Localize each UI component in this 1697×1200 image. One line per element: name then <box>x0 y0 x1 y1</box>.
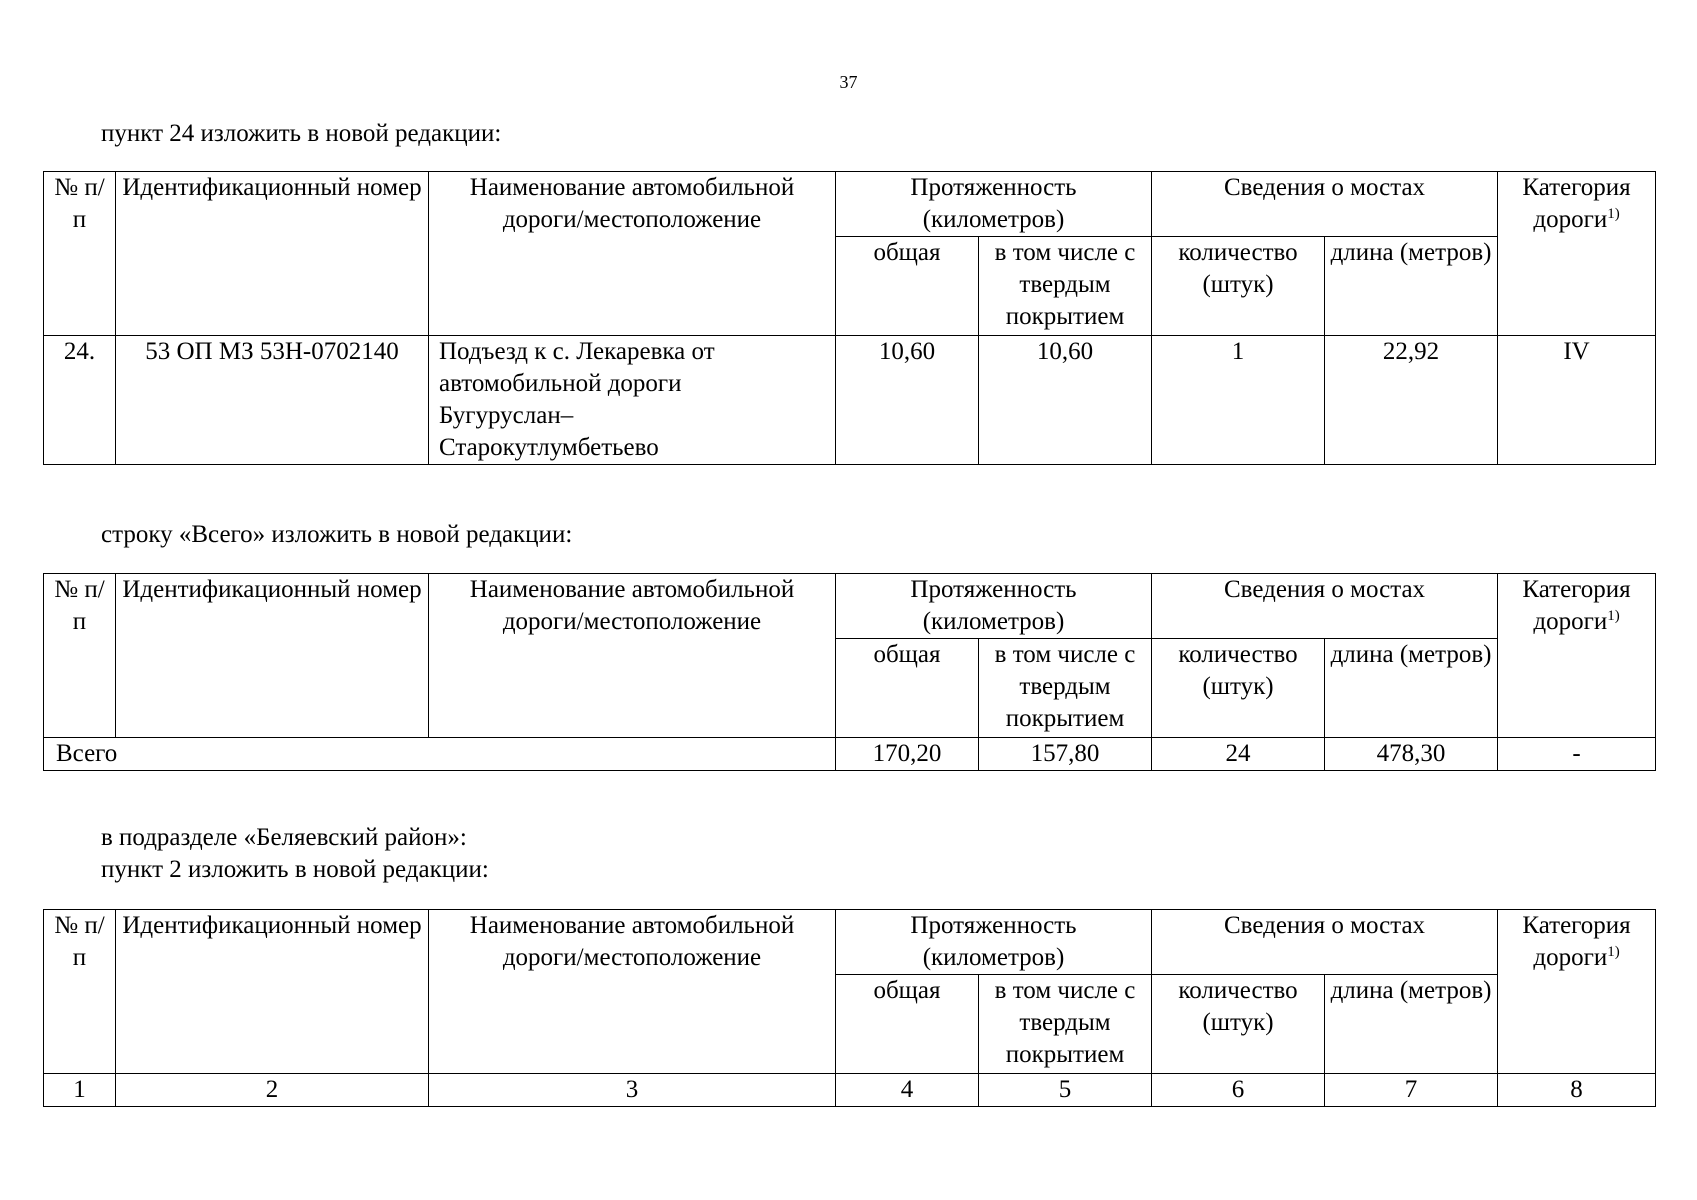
column-number-cell: 5 <box>979 1074 1152 1107</box>
header-category: Категория дороги$^{1)}$ <box>1498 172 1656 336</box>
cell-name-line: Подъезд к с. Лекаревка от <box>439 338 715 365</box>
header-num: № п/п <box>44 574 116 738</box>
header-total: общая <box>836 975 979 1074</box>
header-hard-surface: в том числе с твердым покрытием <box>979 639 1152 738</box>
cell-total: 170,20 <box>836 738 979 771</box>
header-name: Наименование автомобильной дороги/местоположение <box>429 172 836 336</box>
header-bridges: Сведения о мостах <box>1152 172 1498 237</box>
cell-category: IV <box>1498 336 1656 465</box>
cell-id: 53 ОП МЗ 53Н-0702140 <box>116 336 429 465</box>
column-number-cell: 8 <box>1498 1074 1656 1107</box>
cell-name-line: автомобильной дороги <box>439 370 682 397</box>
header-bridge-count: количество (штук) <box>1152 639 1325 738</box>
header-id: Идентификационный номер <box>116 172 429 336</box>
intro-paragraph-2: строку «Всего» изложить в новой редакции: <box>101 521 573 548</box>
cell-name-line: Старокутлумбетьево <box>439 434 659 461</box>
header-bridge-count: количество (штук) <box>1152 237 1325 336</box>
table-row <box>44 336 1656 465</box>
cell-num: 24. <box>44 336 116 465</box>
header-bridge-length: длина (метров) <box>1325 975 1498 1074</box>
cell-bridge-count: 24 <box>1152 738 1325 771</box>
header-bridge-length: длина (метров) <box>1325 237 1498 336</box>
header-length: Протяженность (километров) <box>836 910 1152 975</box>
cell-bridge-length: 478,30 <box>1325 738 1498 771</box>
cell-total-label: Всего <box>44 738 836 771</box>
header-length: Протяженность (километров) <box>836 574 1152 639</box>
page-number: 37 <box>839 72 858 92</box>
header-num: № п/п <box>44 910 116 1074</box>
road-table-item-24 <box>43 171 1656 465</box>
header-hard-surface: в том числе с твердым покрытием <box>979 975 1152 1074</box>
header-category: Категория дороги$^{1)}$ <box>1498 574 1656 738</box>
header-total: общая <box>836 639 979 738</box>
road-table-item-2 <box>43 909 1656 1107</box>
table-row-column-numbers <box>44 1074 1656 1107</box>
cell-hard-surface: 157,80 <box>979 738 1152 771</box>
header-bridge-count: количество (штук) <box>1152 975 1325 1074</box>
header-id: Идентификационный номер <box>116 574 429 738</box>
column-number-cell: 3 <box>429 1074 836 1107</box>
header-name: Наименование автомобильной дороги/местоположение <box>429 574 836 738</box>
intro-paragraph-3b: пункт 2 изложить в новой редакции: <box>101 856 489 883</box>
header-bridges: Сведения о мостах <box>1152 574 1498 639</box>
intro-paragraph-1: пункт 24 изложить в новой редакции: <box>101 120 502 147</box>
column-number-cell: 1 <box>44 1074 116 1107</box>
cell-total: 10,60 <box>836 336 979 465</box>
column-number-cell: 7 <box>1325 1074 1498 1107</box>
road-table-total <box>43 573 1656 771</box>
header-total: общая <box>836 237 979 336</box>
footnote-marker: 1) <box>1607 206 1620 222</box>
header-id: Идентификационный номер <box>116 910 429 1074</box>
cell-hard-surface: 10,60 <box>979 336 1152 465</box>
intro-paragraph-3a: в подразделе «Беляевский район»: <box>101 824 467 851</box>
header-category: Категория дороги$^{1)}$ <box>1498 910 1656 1074</box>
header-bridges: Сведения о мостах <box>1152 910 1498 975</box>
table-row-total <box>44 738 1656 771</box>
footnote-marker: 1) <box>1607 944 1620 960</box>
header-name: Наименование автомобильной дороги/местоположение <box>429 910 836 1074</box>
cell-bridge-count: 1 <box>1152 336 1325 465</box>
footnote-marker: 1) <box>1607 608 1620 624</box>
column-number-cell: 2 <box>116 1074 429 1107</box>
header-bridge-length: длина (метров) <box>1325 639 1498 738</box>
cell-name <box>429 336 836 465</box>
cell-bridge-length: 22,92 <box>1325 336 1498 465</box>
column-number-cell: 6 <box>1152 1074 1325 1107</box>
header-length: Протяженность (километров) <box>836 172 1152 237</box>
header-hard-surface: в том числе с твердым покрытием <box>979 237 1152 336</box>
cell-name-line: Бугуруслан– <box>439 402 574 429</box>
column-number-cell: 4 <box>836 1074 979 1107</box>
header-num: № п/п <box>44 172 116 336</box>
cell-category: - <box>1498 738 1656 771</box>
